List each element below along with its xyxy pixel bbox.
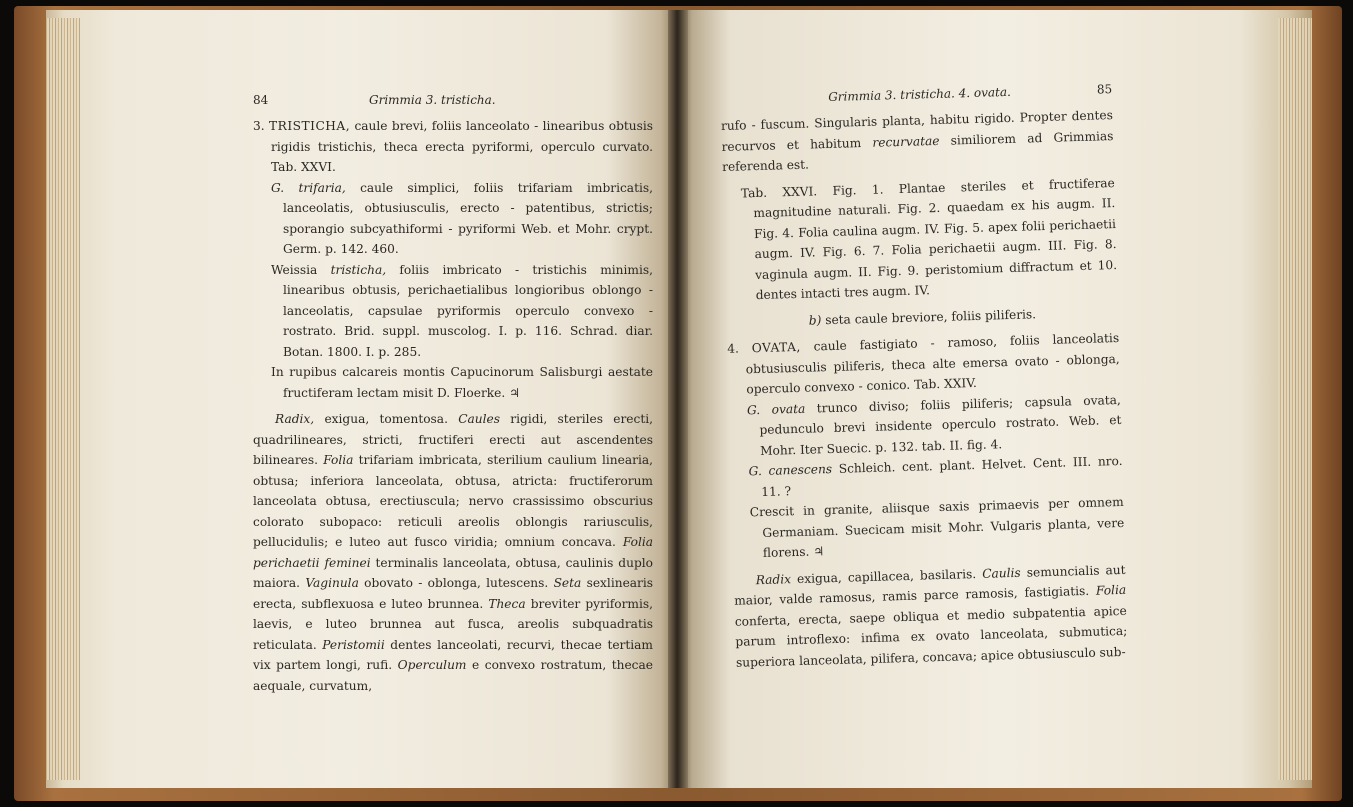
continuation-text: rufo - fuscum. Singularis planta, habitu rigido. Propter dentes recurvos et habitum recurvatae similiorem ad Grimmias referenda est. <box>720 108 1114 174</box>
habitat-text: In rupibus calcareis montis Capucinorum Salisburgi aestate fructiferam lectam misit D. Floerke. ♃ <box>271 365 653 400</box>
page-number-left: 84 <box>253 93 269 107</box>
right-page-text <box>720 79 1128 673</box>
description-paragraph-right: Radix exigua, capillacea, basilaris. Caulis semuncialis aut maior, valde ramosus, ramis parce ramosis, fastigiatis. Folia conferta, erecta, saepe obliqua et medio subpatentia apice parum introflexo: infima ex ovato lanceolata, submutica; superiora lanceolata, pilifera, concava; apice obtusiusculo sub- <box>734 562 1128 670</box>
description-paragraph: Radix, exigua, tomentosa. Caules rigidi, steriles erecti, quadrilineares, stricti, fructiferi erecti aut ascendentes bilineares. Folia trifariam imbricata, sterilium caulium linearia, obtusa; inferiora lanceolata, obtusa, atricta: fructiferorum lanceolata obtusa, erectiuscula; nervo crassissimo obscurius colorato subopaco: reticuli areolis oblongis rariusculis, pellucidulis; e luteo aut fusco viridia; omnium concava. Folia perichaetii feminei terminalis lanceolata, obtusa, caulinis duplo maiora. Vaginula obovato - oblonga, lutescens. Seta sexlinearis erecta, subflexuosa e luteo brunnea. Theca breviter pyriformis, laevis, e luteo brunnea aut fusca, areolis subquadratis reticulata. Peristomii dentes lanceolati, recurvi, thecae tertiam vix partem longi, rufi. Operculum e convexo rostratum, thecae aequale, curvatum, <box>253 412 654 693</box>
plate-caption: Tab. XXVI. Fig. 1. Plantae steriles et fructiferae magnitudine naturali. Fig. 2. quaedam ex his augm. II. Fig. 4. Folia caulina augm. IV. Fig. 5. apex folii perichaetii augm. IV. Fig. 6. 7. Folia perichaetii augm. III. Fig. 8. vaginula augm. II. Fig. 9. peristomium diffractum et 10. dentes intacti tres augm. IV. <box>740 175 1118 303</box>
right-page <box>680 10 1312 788</box>
running-head-right: Grimmia 3. tristicha. 4. ovata. <box>828 84 1012 104</box>
synonym-canescens: G. canescens Schleich. cent. plant. Helvet. Cent. III. nro. 11. ? <box>748 453 1123 499</box>
page-edge-right <box>1278 18 1312 780</box>
variety-b: b) seta caule breviore, foliis piliferis. <box>808 306 1037 328</box>
synonym-ovata: G. ovata trunco diviso; foliis piliferis; capsula ovata, pedunculo brevi insidente operculo rostrato. Web. et Mohr. Iter Suecic. p. 132. tab. II. fig. 4. <box>746 392 1122 458</box>
left-running-head <box>253 90 653 116</box>
book-gutter <box>668 10 688 788</box>
left-page-text <box>253 90 653 696</box>
species-entry-ovata: 4. OVATA, caule fastigiato - ramoso, foliis lanceolatis obtusiusculis piliferis, theca alte emersa ovato - oblonga, operculo convexo - conico. Tab. XXIV. <box>727 330 1120 397</box>
species-entry-tristicha: 3. TRISTICHA, caule brevi, foliis lanceolato - linearibus obtusis rigidis tristichis, theca erecta pyriformi, operculo curvato. Tab. XXVI. <box>253 119 654 174</box>
synonym-trifaria: G. trifaria, caule simplici, foliis trifariam imbricatis, lanceolatis, obtusiusculis, erecto - patentibus, strictis; sporangio subcyathiformi - pyriformi Web. et Mohr. crypt. Germ. p. 142. 460. <box>271 180 653 256</box>
page-number-right: 85 <box>1096 82 1113 97</box>
left-page <box>46 10 676 788</box>
synonym-weissia: Weissia tristicha, foliis imbricato - tristichis minimis, linearibus obtusis, perichaetialibus longioribus oblongo - lanceolatis, capsulae pyriformis operculo convexo - rostrato. Brid. suppl. muscolog. I. p. 116. Schrad. diar. Botan. 1800. I. p. 285. <box>271 262 653 359</box>
page-edge-left <box>46 18 80 780</box>
running-head-left: Grimmia 3. tristicha. <box>369 93 496 107</box>
habitat-text-right: Crescit in granite, aliisque saxis primaevis per omnem Germaniam. Suecicam misit Mohr. Vulgaris planta, vere florens. ♃ <box>749 494 1125 560</box>
